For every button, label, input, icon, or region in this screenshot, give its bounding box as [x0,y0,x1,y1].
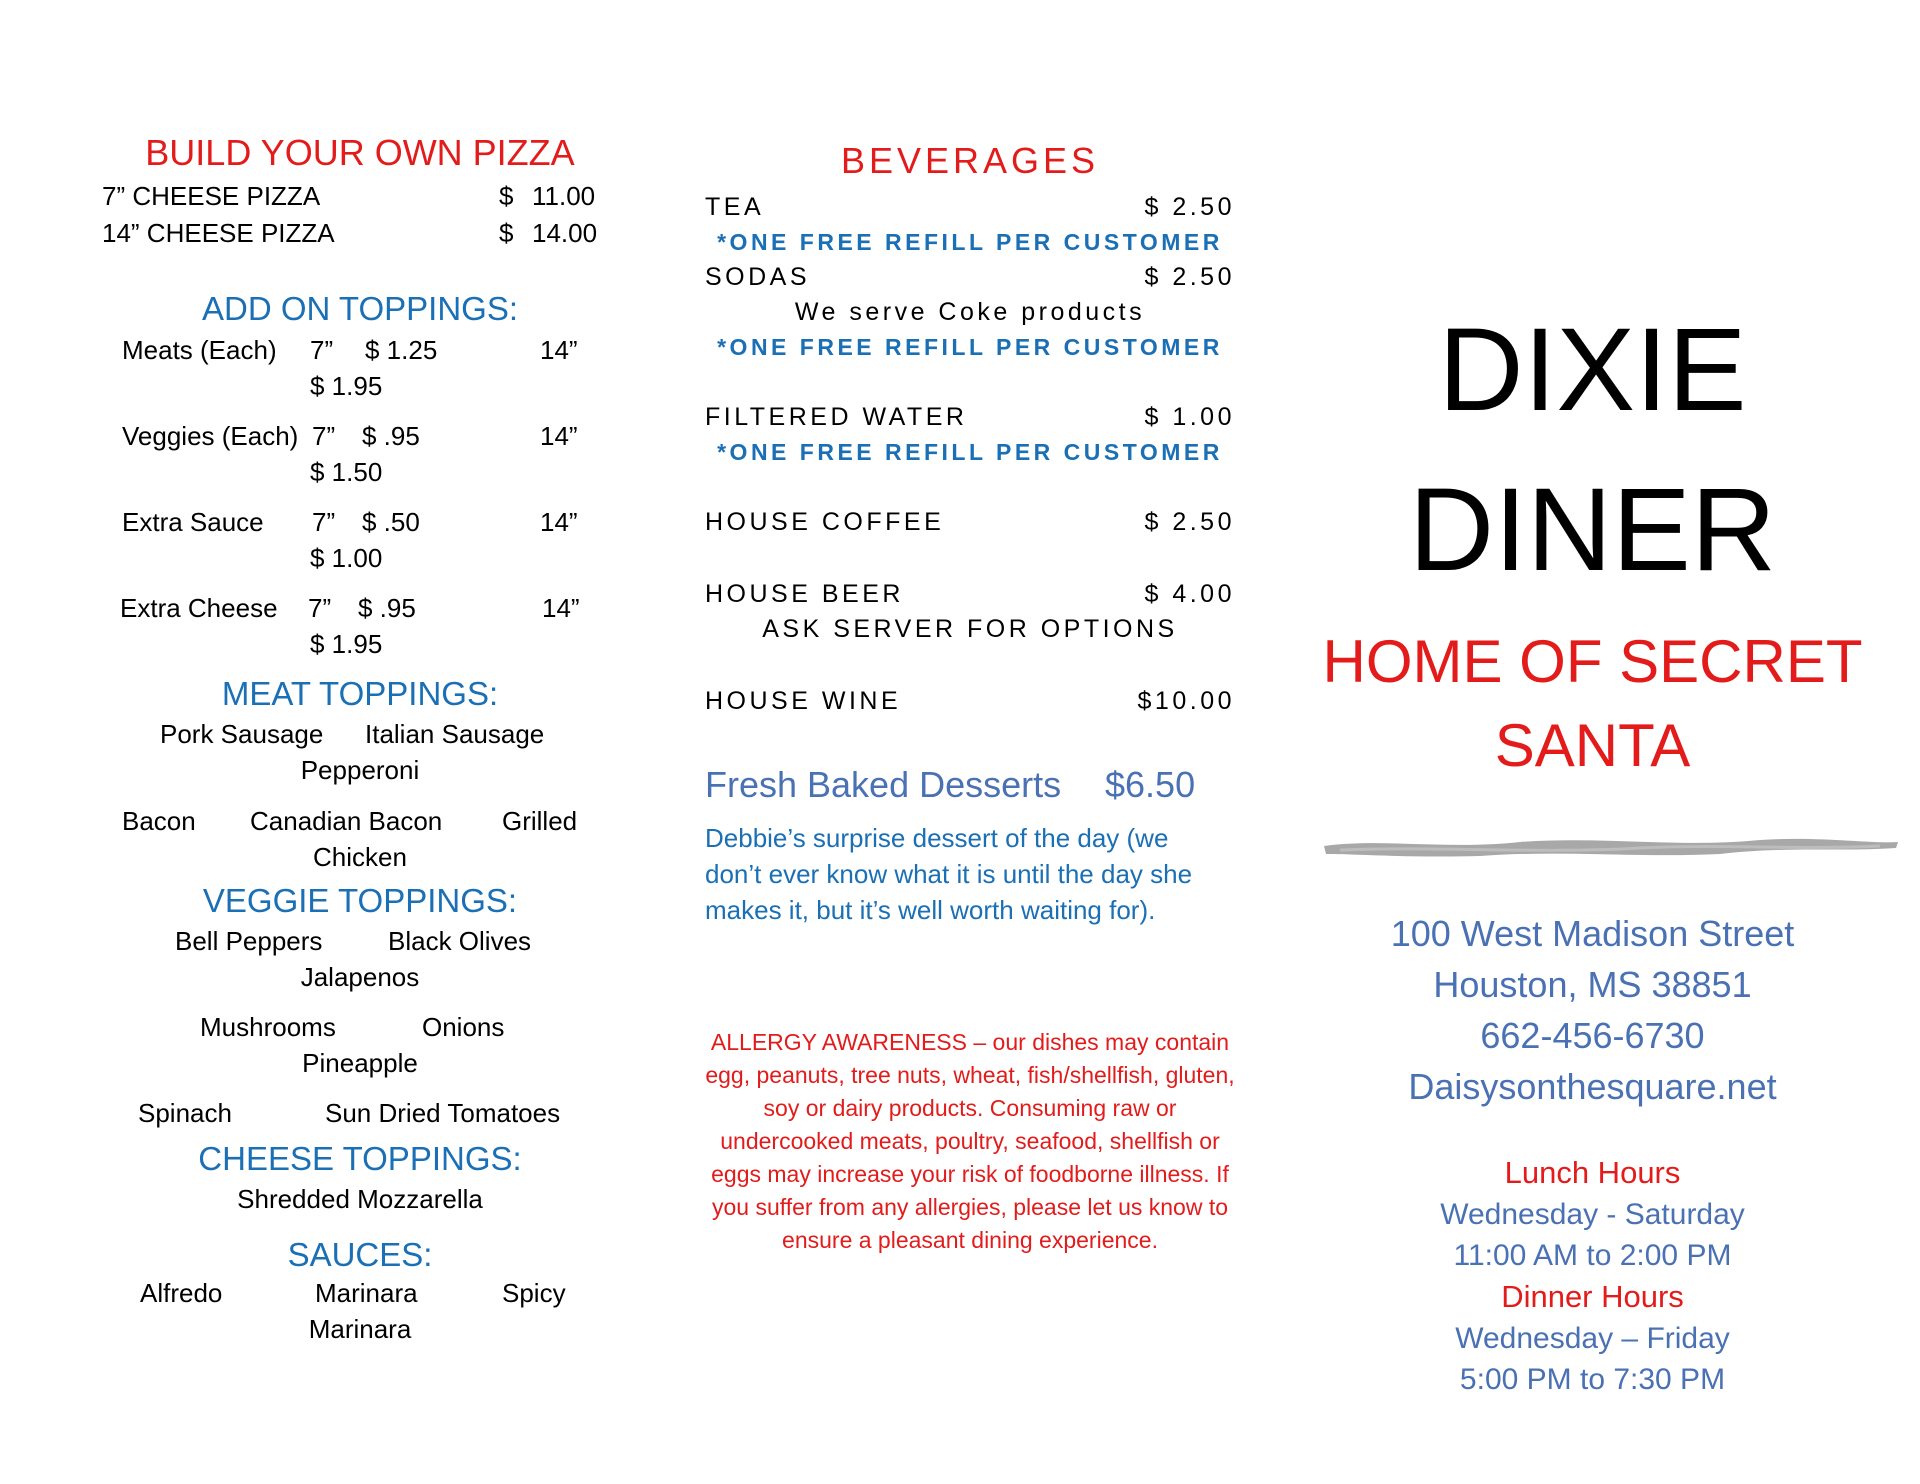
address-city: Houston, MS 38851 [1433,964,1752,1005]
phone-number: 662-456-6730 [1480,1015,1705,1056]
refill-note: *ONE FREE REFILL PER CUSTOMER [717,334,1223,360]
pizza-column [100,132,620,1350]
beverage-item [705,505,1235,540]
addon-label: Veggies (Each) [122,421,299,451]
beer-note: ASK SERVER FOR OPTIONS [762,615,1178,643]
topping-row [100,806,620,842]
item-price: 14.00 [532,218,598,248]
addon-size-14: 14” [540,507,578,537]
topping-item: Sun Dried Tomatoes [325,1098,561,1128]
diner-name-line2: DINER [1408,464,1777,596]
beverage-price: $ 4.00 [1144,580,1235,608]
lunch-time: 11:00 AM to 2:00 PM [1453,1239,1732,1272]
coke-note: We serve Coke products [794,298,1146,326]
addon-size-7: 7” [312,421,336,451]
beverage-price: $10.00 [1137,687,1235,715]
item-price: 11.00 [532,181,596,211]
cheese-heading: CHEESE TOPPINGS: [198,1140,522,1177]
addon-price-7: $ .95 [358,593,416,623]
topping-item: Italian Sausage [365,719,545,749]
topping-row [100,1012,620,1048]
addon-price-7: $ 1.25 [365,335,438,365]
topping-item: Shredded Mozzarella [237,1184,483,1214]
topping-item: Pineapple [302,1048,418,1078]
dinner-time: 5:00 PM to 7:30 PM [1459,1363,1726,1396]
beverage-label: HOUSE COFFEE [705,508,945,536]
dinner-hours-title: Dinner Hours [1501,1279,1684,1314]
beverage-label: TEA [705,193,765,221]
beverages-heading: BEVERAGES [840,140,1100,181]
currency: $ [499,181,514,211]
topping-row [100,1278,620,1314]
addon-row [100,421,620,507]
brand-column [1320,290,1865,1400]
currency: $ [499,218,514,248]
addon-size-7: 7” [312,507,336,537]
dessert-price: $6.50 [1105,764,1196,805]
addon-label: Meats (Each) [122,335,277,365]
topping-item: Pepperoni [300,755,420,785]
pizza-heading: BUILD YOUR OWN PIZZA [145,132,575,173]
diner-name-line1: DIXIE [1438,304,1747,436]
addon-label: Extra Sauce [122,507,264,537]
topping-item: Canadian Bacon [250,806,443,836]
beverage-item [705,684,1235,719]
addon-price-7: $ .50 [362,507,420,537]
addon-heading: ADD ON TOPPINGS: [201,290,518,327]
topping-item: Black Olives [388,926,532,956]
beverage-price: $ 1.00 [1144,403,1235,431]
beverage-label: SODAS [705,263,811,291]
topping-item: Pork Sausage [160,719,324,749]
topping-row [100,719,620,755]
sauces-heading: SAUCES: [287,1236,433,1273]
addon-row [100,335,620,421]
allergy-notice: ALLERGY AWARENESS – our dishes may contain egg, peanuts, tree nuts, wheat, fish/shellfish, gluten, soy or dairy products. Consuming raw or undercooked meats, poultry, seafood, shellfish or eggs may increase your risk of foodborne illness. If you suffer from any allergies, please let us know to ensure a pleasant dining experience. [705,1029,1235,1253]
dessert-title: Fresh Baked Desserts [705,764,1062,805]
topping-item: Spicy [502,1278,566,1308]
addon-row [100,593,620,679]
beverage-item [705,190,1235,225]
addon-price-14: $ 1.00 [310,543,383,573]
addon-price-14: $ 1.95 [310,629,383,659]
topping-item: Marinara [315,1278,418,1308]
menu-item [100,178,620,215]
beverages-column [705,140,1235,1257]
dessert-description: Debbie’s surprise dessert of the day (we don’t ever know what it is until the day she makes it, but it’s well worth waiting for). [705,823,1193,925]
tagline-line1: HOME OF SECRET [1322,628,1863,695]
brush-stroke-divider [1320,828,1900,868]
topping-item: Jalapenos [300,962,420,992]
addon-price-14: $ 1.50 [310,457,383,487]
dessert-heading [705,764,1235,814]
beverage-item [705,260,1235,295]
beverage-label: FILTERED WATER [705,403,968,431]
addon-size-14: 14” [540,335,578,365]
refill-note: *ONE FREE REFILL PER CUSTOMER [717,439,1223,465]
topping-row [100,1098,620,1140]
beverage-label: HOUSE WINE [705,687,902,715]
addon-size-14: 14” [540,421,578,451]
addon-size-14: 14” [542,593,580,623]
meat-heading: MEAT TOPPINGS: [221,675,499,712]
beverage-price: $ 2.50 [1144,263,1235,291]
menu-item [100,215,620,252]
addon-size-7: 7” [308,593,332,623]
item-label: 7” CHEESE PIZZA [102,181,321,211]
addon-price-14: $ 1.95 [310,371,383,401]
addon-label: Extra Cheese [120,593,278,623]
lunch-days: Wednesday - Saturday [1440,1198,1745,1231]
veggie-heading: VEGGIE TOPPINGS: [202,882,518,919]
beverage-item [705,577,1235,612]
topping-item: Bacon [122,806,196,836]
topping-item: Onions [422,1012,505,1042]
dinner-days: Wednesday – Friday [1455,1322,1730,1355]
addon-price-7: $ .95 [362,421,420,451]
topping-item: Chicken [313,842,407,872]
beverage-price: $ 2.50 [1144,193,1235,221]
topping-item: Spinach [138,1098,232,1128]
beverage-price: $ 2.50 [1144,508,1235,536]
beverage-label: HOUSE BEER [705,580,904,608]
address-street: 100 West Madison Street [1390,913,1795,954]
topping-item: Marinara [308,1314,412,1344]
addon-row [100,507,620,593]
topping-item: Grilled [502,806,578,836]
item-label: 14” CHEESE PIZZA [102,218,335,248]
topping-row [100,926,620,962]
refill-note: *ONE FREE REFILL PER CUSTOMER [717,229,1223,255]
lunch-hours-title: Lunch Hours [1504,1155,1681,1190]
tagline-line2: SANTA [1494,712,1691,779]
website-link[interactable]: Daisysonthesquare.net [1408,1066,1777,1107]
beverage-item [705,400,1235,435]
topping-item: Mushrooms [200,1012,336,1042]
topping-item: Alfredo [140,1278,223,1308]
addon-size-7: 7” [310,335,334,365]
topping-item: Bell Peppers [175,926,323,956]
